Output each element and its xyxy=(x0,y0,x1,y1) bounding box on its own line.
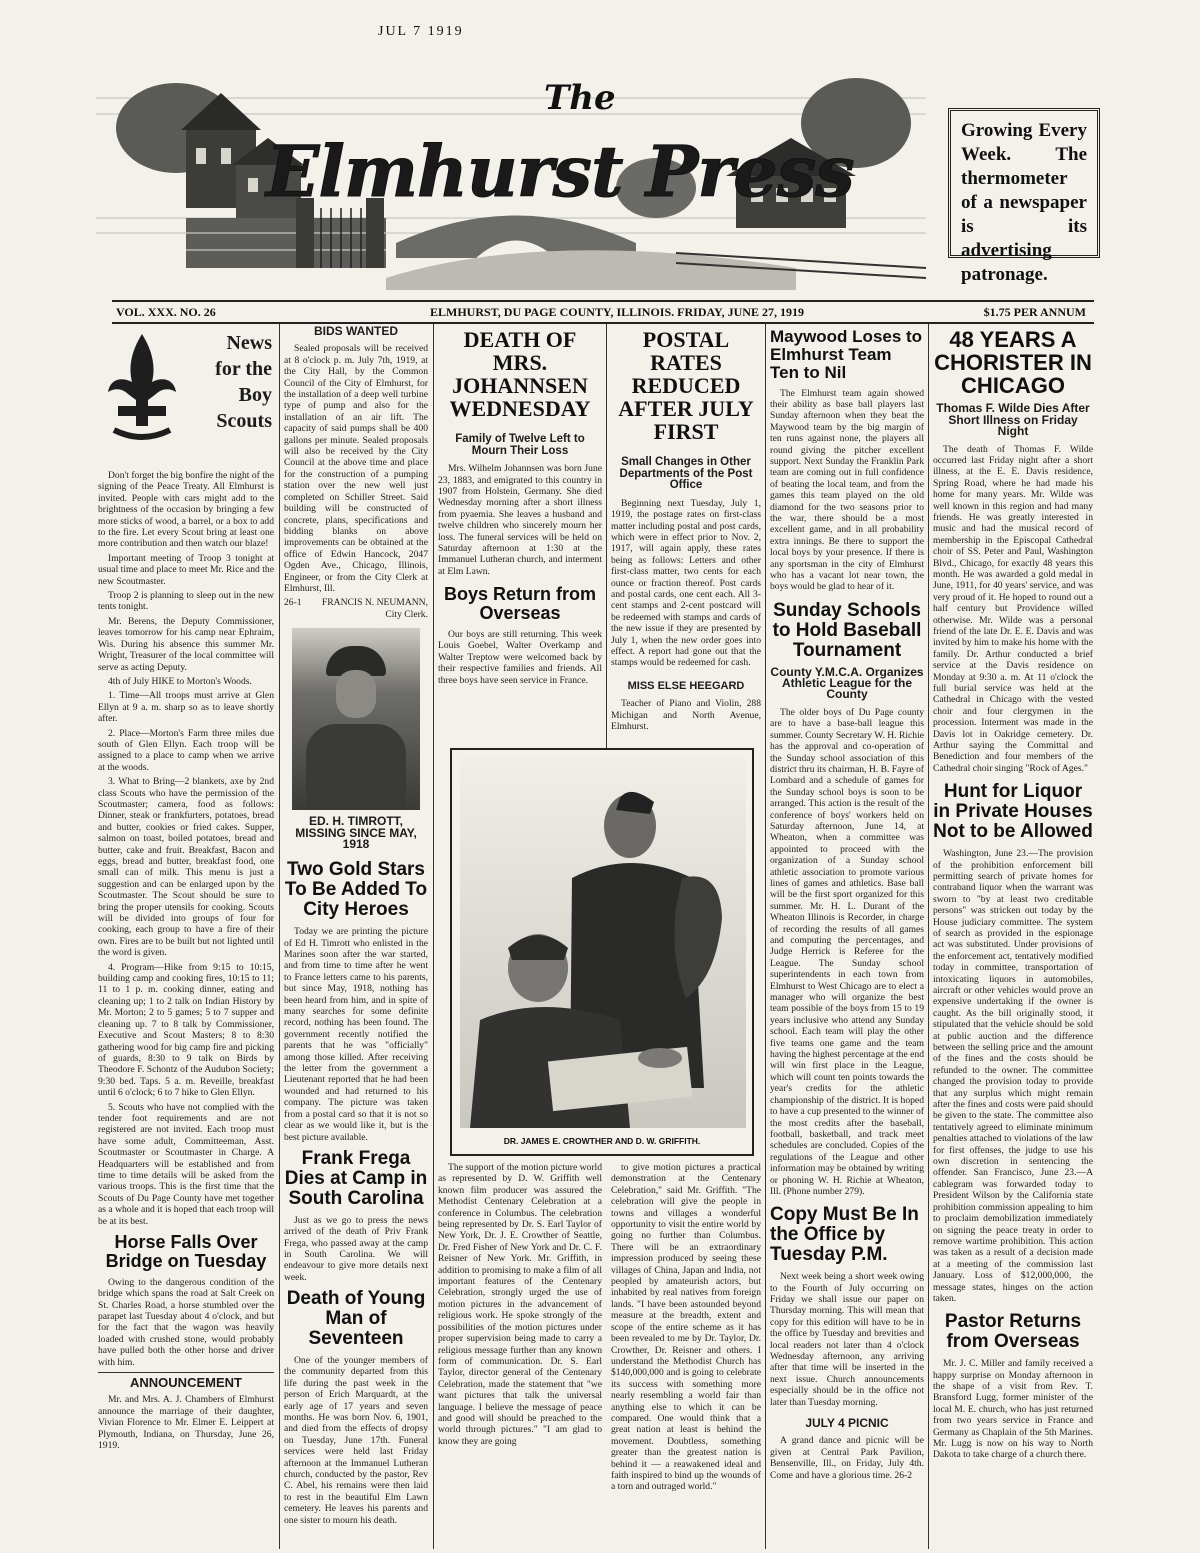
boys-return-headline: Boys Return from Overseas xyxy=(443,584,596,624)
chorister-headline: 48 YEARS A CHORISTER IN CHICAGO xyxy=(934,327,1092,399)
scouts-paragraph: Mr. Berens, the Deputy Commissioner, leaves tomorrow for his camp near Ephraim, Wis. During his absence this summer Mr. Wright, Treasurer of the local committee will serve as acting Deputy. xyxy=(98,615,274,673)
masthead-title: Elmhurst Press xyxy=(266,130,854,213)
bids-body: Sealed proposals will be received at 8 o'clock p. m. July 7th, 1919, at the City Hall, by the Common Council of the City of Elmhurst, for the installation of a deep well turbine type of pump and also for the installation of an air lift. The capacity of said pumps shall be 400 gallons per minute. Sealed proposals will also be received by the City Council at the above time and place for the construction of a pumping station over the new well just completed on Schiller Street. Said building will be constructed of concrete, plans, specifications and bidding blanks on above improvements can be obtained at the office of Edwin Hancock, 2047 Ogden Ave., Chicago, Illinois, Engineer, or from the City Clerk at Elmhurst, Ill. xyxy=(284,343,428,594)
masthead xyxy=(96,68,1100,290)
scouts-paragraph: 1. Time—All troops must arrive at Glen Ellyn at 9 a. m. sharp so as to leave shortly after. xyxy=(98,690,274,725)
scouts-paragraph: Don't forget the big bonfire the night of the signing of the Peace Treaty. All Elmhurst is invited. People with cars might add to the brightness of the occasion by bringing a few more sticks of wood, a barrel, or a box to add to the fire. Let every Scout bring at least one more contribution and then watch our blaze! xyxy=(98,470,274,550)
postal-rates-body: Beginning next Tuesday, July 1, 1919, the postage rates on first-class matter including postal and post cards, which were in effect prior to Nov. 2, 1917, will again apply, these rates being as follows: Letters and other first-class matter, two cents for each ounce or fraction thereof. Post cards and postal cards, one cent each. All 3-cent stamps and 2-cent postcard will be redeemed with stamps and cards of the new issue if they are presented by July 1, when the new order goes into effect. A report had gone out that the stamps would be redeemed for cash. xyxy=(611,497,761,669)
crowther-griffith-photo xyxy=(460,758,746,1128)
griffith-photo-caption: DR. JAMES E. CROWTHER AND D. W. GRIFFITH. xyxy=(503,1136,701,1146)
bids-headline: BIDS WANTED xyxy=(314,326,398,338)
horse-headline: Horse Falls Over Bridge on Tuesday xyxy=(105,1232,267,1271)
boys-return-body: Our boys are still returning. This week Louis Goebel, Walter Overkamp and Walter Treptow were welcomed back by their respective families and friends. All three boys have seen service in France. xyxy=(438,629,602,686)
scouts-paragraph: 4th of July HIKE to Morton's Woods. xyxy=(108,675,252,687)
timrott-portrait-photo xyxy=(292,628,420,810)
column-4 xyxy=(611,326,761,746)
heegard-headline: MISS ELSE HEEGARD xyxy=(627,679,745,692)
liquor-body: Washington, June 23.—The provision of the prohibition enforcement bill permitting search of private homes for contraband liquor when the warrant was sworn to "by at least two creditable persons" was stricken out today by the House judiciary committee. The system of search as provided in the espionage act was substituted. Under provisions of the enforcement act, tentatively modified today in committee, transportation of intoxicating liquors in automobiles, aircraft or other vehicles would prove an expensive undertaking if the owner is caught. As the bill originally stood, it stipulated that the vehicle should be sold at public auction and the difference between the selling price and the amount of the fines and the costs should be refunded to the owner. The committee changed the provision today to provide that any surplus which might remain after the fines and costs were paid should be given to the state. The committee also tentatively agreed to eliminate minimum penalties attached to violations of the law for first offenses, the judge to use his own discretion in sentencing the offender. San Francisco, June 23.—A cablegram was forwarded today to President Wilson by the California state prohibition commission appealing to him to proclaim demobilization immediately on signing the peace treaty in order to remove wartime prohibition. This action was taken as a result of a decision made at a meeting of the commission last January. Loss of $12,000,000, the message states, hinges on the action taken. xyxy=(933,848,1093,1304)
scouts-headline: News for the Boy Scouts xyxy=(215,332,272,432)
frega-body: Just as we go to press the news arrived of the death of Priv Frank Frega, who passed away at the camp in South Carolina. We will endeavour to give more details next week. xyxy=(284,1214,428,1283)
column-6 xyxy=(933,326,1093,1548)
column-1 xyxy=(98,326,274,1548)
chorister-subhead: Thomas F. Wilde Dies After Short Illness on Friday Night xyxy=(936,401,1090,439)
griffith-article-right xyxy=(611,1162,761,1548)
pastor-returns-body: Mr. J. C. Miller and family received a happy surprise on Monday afternoon in the shape of a visit from Rev. T. Bransford Lugg, former minister of the local M. E. church, who has just returned from two years service in France and Germany as Chaplain of the 5th Marines. Mr. Lugg is now on his way to North Dakota to take charge of a church there. xyxy=(933,1358,1093,1461)
scouts-body xyxy=(98,470,274,1227)
young-man-headline: Death of Young Man of Seventeen xyxy=(286,1288,426,1350)
johannsen-body: Mrs. Wilhelm Johannsen was born June 23, 1883, and emigrated to this country in 1907 from Holstein, Germany. She died Wednesday morning after a short illness from pyaemia. She leaves a husband and twelve children who sincerely mourn her loss. The funeral services will be held on Saturday afternoon at 1:30 at the Immanuel Lutheran church, and interment at Elm Lawn. xyxy=(438,463,602,577)
horse-body: Owing to the dangerous condition of the bridge which spans the road at Salt Creek on St. Charles Road, a horse stumbled over the parapet last Tuesday about 4 o'clock, and but for the fact that the wagon was heavily loaded with crushed stone, would probably have pulled both the other horse and driver with him. xyxy=(98,1276,274,1368)
maywood-body: The Elmhurst team again showed their ability as base ball players last Sunday afternoon when they beat the Maywood team by the big margin of ten runs against none, the players all round giving the pitcher excellent support. Next Sunday the Franklin Park team are coming out in full confidence of beating the local team, and from the games this team played on the old diamond for the two seasons prior to the war, there should be a most excellent game, and in all probability extra innings. Be there to support the local boys by your presence. If there is any sportsman in the city of Elmhurst who has a vacant lot near town, the boys would be glad to hear of it. xyxy=(770,387,924,593)
sunday-schools-headline: Sunday Schools to Hold Baseball Tournament xyxy=(772,599,922,661)
griffith-article-left xyxy=(438,1162,602,1548)
picnic-body: A grand dance and picnic will be given at Central Park Pavilion, Bensenville, Ill., on Friday, July 4th. Come and have a glorious time. 26-2 xyxy=(770,1435,924,1481)
pastor-returns-headline: Pastor Returns from Overseas xyxy=(944,1311,1082,1353)
timrott-photo-caption: ED. H. TIMROTT, MISSING SINCE MAY, 1918 xyxy=(295,814,417,851)
bids-signature-title: City Clerk. xyxy=(385,608,428,620)
young-man-body: One of the younger members of the community departed from this life during the past week in the person of Erich Marquardt, at the early age of 17 years and seven months. He was born Nov. 6, 1901, and died from the effects of dropsy on Tuesday, June 17th. Funeral services were held last Friday afternoon at the Immanuel Lutheran church, conducted by the pastor, Rev C. Abel, his remains were then laid to rest in the beautiful Elm Lawn cemetery. He leaves his parents and one sister to mourn his death. xyxy=(284,1354,428,1526)
announcement-body: Mr. and Mrs. A. J. Chambers of Elmhurst announce the marriage of their daughter, Vivian Florence to Mr. Elmer E. Leippert at Plymouth, Indiana, on Thursday, June 26, 1919. xyxy=(98,1394,274,1452)
sunday-schools-body: The older boys of Du Page county are to have a base-ball league this summer. County Secretary W. H. Richie has the approval and co-operation of the Sunday school association of this district thru its chairman, H. B. Fayre of Lombard and a schedule of games for the Sunday school boys is soon to be arranged. This action is the result of the conference of boys' workers held on Saturday afternoon, June 14, at Wheaton, when a committee was appointed to proceed with the organization of a Sunday school athletic association to promote various lines of games and athletics. Base ball will be the first sport organized for this summer. Mr. H. L. Durant of the Wheaton Illinois is Recorder, in charge of recording the results of all games and computing the percentages, and Judge Herrick is Referee for the League. The Sunday school superintendents in each town from Elmhurst to West Chicago are to elect a manager who will organize the best team possible of the boys from 15 to 19 years inclusive who attend any Sunday school. Each team will play the other five teams one game and the team having the highest percentage at the end will win first place in the League, which will count ten points towards the year's credits for the athletic championship of the district. It is hoped to have a cup presented to the winner of the most credits after the baseball, football, basketball, and track meet schedules are concluded. Copies of the regulations of the League and other information may be obtained by writing or phoning W. H. Richie at Wheaton, Ill. (Phone number 279). xyxy=(770,706,924,1197)
scouts-paragraph: Important meeting of Troop 3 tonight at usual time and place to meet Mr. Rice and the new Scoutmaster. xyxy=(98,552,274,587)
scouts-paragraph: 3. What to Bring—2 blankets, axe by 2nd class Scouts who have the permission of the Scoutmaster; camera, food as follows: Dinner, steak or frankfurters, potatoes, bread and butter, cookies or fried cakes. Supper, salmon on toast, boiled potatoes, bread and butter, cake and fruit. Breakfast, Bacon and eggs, bread and butter, breakfast food, one small can of milk. This menu is just a suggestion and can be enlarged upon by the Scoutmaster. The Scout should be sure to bring the proper utensils for cooking. Scouts will be divided into groups of four for cooking, each group to have a fire of their own. Fires are to be built but not lighted until the word is given. xyxy=(98,776,274,959)
griffith-body-part-1: The support of the motion picture world as represented by D. W. Griffith well known film producer was assured the Methodist Centenary Celebration at a conference in Columbus. The celebration being represented by Dr. S. Earl Taylor of New York, Dr. J. E. Crowther of Seattle, Dr. Fred Fisher of New York and Dr. C. F. Reisner of New York. Mr. Griffith, in addition to promising to make a film of all important features of the Centenary Celebration, strongly urged the use of motion pictures in the advancement of religious work. He spoke strongly of the possibilities of the motion pictures under proper supervision being made to carry a religious message further than any known form of communication. Dr. S. Earl Taylor, director general of the Centenary Celebration, made the statement that "we want pictures that talk the universal language. I believe the message of peace and good will should be preached to the world through pictures." "I am glad to know they are going xyxy=(438,1162,602,1447)
column-3 xyxy=(438,326,602,726)
volume-number: VOL. XXX. NO. 26 xyxy=(116,305,216,319)
scouts-paragraph: 5. Scouts who have not complied with the tender foot requirements and are not registered are not invited. Each troop must have some adult, Committeeman, Asst. Scoutmaster or Scoutmaster in Charge. A Headquarters will be established and from time to time details will be asked from the various troops. This is the first time that the Scouts of Du Page County have met together as a whole and it is hoped that each troop will be at its best. xyxy=(98,1101,274,1227)
scouts-paragraph: 2. Place—Morton's Farm three miles due south of Glen Ellyn. Each troop will be assigned to a place to camp when we arrive at the woods. xyxy=(98,727,274,773)
boy-scout-emblem-icon xyxy=(102,330,182,448)
masthead-motto-box: Growing Every Week. The thermometer of a newspaper is its advertising patronage. xyxy=(948,108,1100,258)
received-date-stamp: JUL 7 1919 xyxy=(378,24,464,39)
maywood-headline: Maywood Loses to Elmhurst Team Ten to Nil xyxy=(770,327,923,382)
column-2 xyxy=(284,326,428,1548)
johannsen-subhead: Family of Twelve Left to Mourn Their Loss xyxy=(455,433,585,457)
gold-stars-body: Today we are printing the picture of Ed H. Timrott who enlisted in the Marines soon after the war started, and from time to time after he went to France letters came to his parents, but since May, 1918, nothing has been heard from him, and in spite of many searches for some definite record, nothing has been found. The government recently notified the parents that he was "officially" among those killed. After receiving the letter from the government a Lieutenant reported that he had been wounded and had returned to his company. The picture was taken from a postal card so that it is not so clear as we would like it, but is the best picture available. xyxy=(284,926,428,1143)
frega-headline: Frank Frega Dies at Camp in South Carolina xyxy=(284,1147,428,1209)
place-and-date: ELMHURST, DU PAGE COUNTY, ILLINOIS. FRIDAY, JUNE 27, 1919 xyxy=(430,305,804,319)
masthead-the: The xyxy=(544,78,616,118)
bids-code: 26-1 xyxy=(284,597,302,609)
column-5 xyxy=(770,326,924,1548)
heegard-body: Teacher of Piano and Violin, 288 Michigan and North Avenue, Elmhurst. xyxy=(611,698,761,732)
copy-deadline-headline: Copy Must Be In the Office by Tuesday P.M. xyxy=(770,1204,919,1266)
scouts-paragraph: Troop 2 is planning to sleep out in the new tents tonight. xyxy=(98,590,274,613)
postal-rates-subhead: Small Changes in Other Departments of the Post Office xyxy=(619,456,753,492)
sunday-schools-subhead: County Y.M.C.A. Organizes Athletic League for the County xyxy=(770,664,924,702)
scouts-paragraph: 4. Program—Hike from 9:15 to 10:15, building camp and cooking fires, 10:15 to 11; 11 to 1 p. m. cooking dinner, eating and cleaning up; 1 to 2 talk on Indian History by Mr. Morton; 2 to 5 games; 5 to 7 supper and cleaning up. 7 to 8 talk by Commissioner, Executive and Scout Masters; 8 to 8:30 gathering wood for big camp fire and picking of guards, 8:30 to 9 talk on Birds by Theodore F. Schontz of the Audubon Society; 9:30 bed. Taps. 5 a. m. Reveille, breakfast until 6 o'clock; 6 to 7 hike to Glen Ellyn. xyxy=(98,961,274,1099)
griffith-body-part-2: to give motion pictures a practical demonstration at the Centenary Celebration," said Mr. Griffith. "The celebration will give the people in towns and villages a wonderful opportunity to visit the entire world by going no further than Columbus. There will be an extraordinary impression produced by seeing these villages of China, Japan and India, not peopled by amateurish actors, but inhabited by real natives from foreign lands. "I have been astounded beyond measure at the breadth, extent and scope of the entire scheme as it has been revealed to me by Dr. Taylor, Dr. Crowther, Dr. Reisner and others. I understand the Methodist Church has $140,000,000 and is going to celebrate its success with something more nearly resembling a world fair than anything else to which it can be compared. One would think that a great nation at least is behind the movement. Doubtless, something greater than the greatest nation is behind it — a reawakened ideal and faith inspired to bind up the wounds of a torn and outraged world." xyxy=(611,1162,761,1493)
copy-deadline-body: Next week being a short week owing to the Fourth of July occurring on Friday we shall issue our paper on Thursday morning. This will mean that copy for this edition will have to be in the office by Tuesday and brevities and local readers not later than 4 o'clock Wednesday afternoon, any arriving after that time will be inserted in the next issue. Church announcements especially should be in the office not later than Tuesday morning. xyxy=(770,1271,924,1408)
griffith-photo-frame xyxy=(450,748,754,1156)
announcement-headline: ANNOUNCEMENT xyxy=(98,1372,274,1388)
bids-signature: FRANCIS N. NEUMANN, xyxy=(321,597,428,609)
postal-rates-headline: POSTAL RATES REDUCED AFTER JULY FIRST xyxy=(618,327,754,445)
subscription-price: $1.75 PER ANNUM xyxy=(983,305,1086,319)
gold-stars-headline: Two Gold Stars To Be Added To City Heroes xyxy=(284,859,428,921)
johannsen-headline: DEATH OF MRS. JOHANNSEN WEDNESDAY xyxy=(449,327,591,422)
liquor-headline: Hunt for Liquor in Private Houses Not to be Allowed xyxy=(933,781,1093,843)
picnic-headline: JULY 4 PICNIC xyxy=(805,1416,889,1431)
chorister-body: The death of Thomas F. Wilde occurred last Friday night after a short illness, at the E. E. Davis residence, Spring Road, where he had made his home for many years. Mr. Wilde was well known in this region and had many friends. He was greatly interested in music and had the musical record of membership in the Episcopal Cathedral choir of SS. Peter and Paul, Washington Blvd., Chicago, for exactly 48 years this month. He was awarded a gold medal in June, 1911, for 40 years' service, and was very proud of it. He hoped to round out a half century but Providence willed otherwise. Mr. Wilde was a personal friend of the late Dr. E. E. Davis and was invited by him to make his home with the family. Dr. Arthur conducted a brief service at the Davis residence on Monday at 9:30 a. m. At 11 o'clock the full burial service was held at the Cathedral in Chicago with the vested choir and four clergymen in the procession. Interment was made in the Davis lot in Oakridge cemetery. Dr. Arthur saying the Committal and Benediction and four members of the Cathedral choir singing "Rock of Ages." xyxy=(933,443,1093,774)
dateline-bar xyxy=(112,300,1094,324)
